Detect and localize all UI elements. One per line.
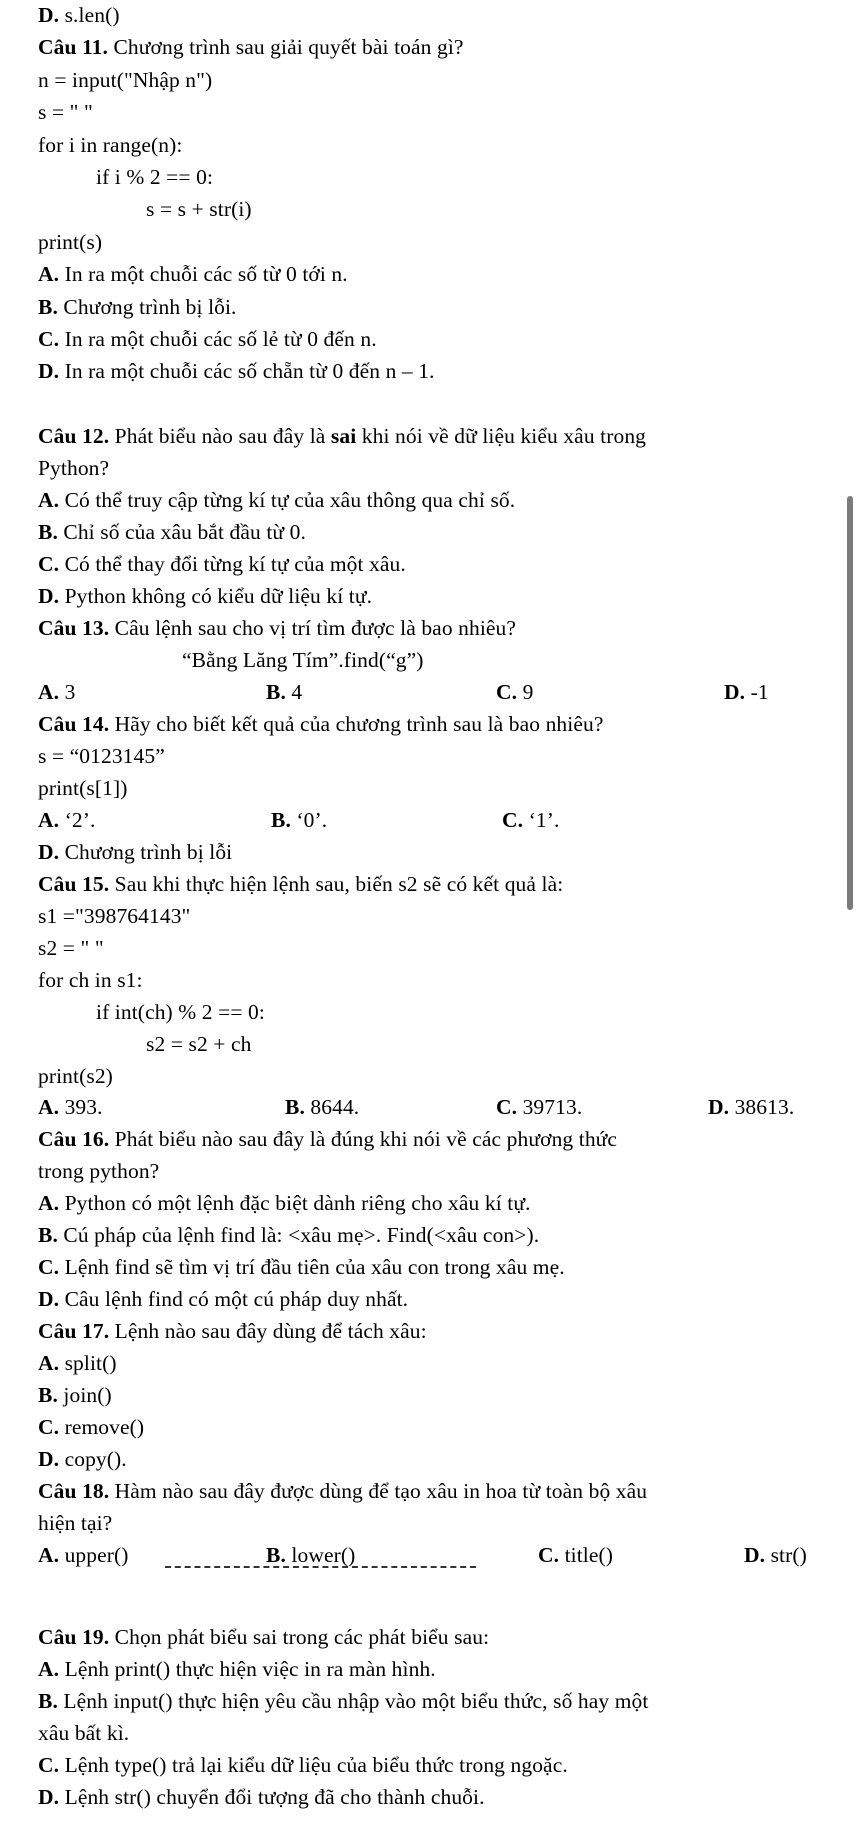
code-line: s2 = s2 + ch [146, 1032, 252, 1056]
code-line: n = input("Nhập n") [38, 68, 213, 92]
option-a: A. upper() [38, 1543, 129, 1567]
option-b: B. Cú pháp của lệnh find là: <xâu mẹ>. Find(<xâu con>). [38, 1223, 540, 1247]
option-a: A. In ra một chuỗi các số từ 0 tới n. [38, 262, 348, 286]
question-12: Câu 12. Phát biểu nào sau đây là sai khi nói về dữ liệu kiểu xâu trong [38, 424, 647, 448]
code-line: s = " " [38, 100, 93, 124]
option-a: A. ‘2’. [38, 808, 96, 832]
code-line: print(s) [38, 230, 103, 254]
option-a: A. 393. [38, 1095, 103, 1119]
option-a: A. 3 [38, 680, 76, 704]
option-c: C. In ra một chuỗi các số lẻ từ 0 đến n. [38, 327, 377, 351]
code-line: if i % 2 == 0: [96, 165, 214, 189]
option-b: B. Chương trình bị lỗi. [38, 295, 237, 319]
option-c: C. 9 [496, 680, 534, 704]
option-b: B. lower() [266, 1543, 356, 1567]
question-14: Câu 14. Hãy cho biết kết quả của chương trình sau là bao nhiêu? [38, 712, 604, 736]
option-b: B. 4 [266, 680, 303, 704]
question-13: Câu 13. Câu lệnh sau cho vị trí tìm được là bao nhiêu? [38, 616, 517, 640]
code-line: s1 ="398764143" [38, 904, 191, 928]
option-c: C. Có thể thay đổi từng kí tự của một xâu. [38, 552, 406, 576]
option-b: B. 8644. [285, 1095, 360, 1119]
scrollbar-thumb[interactable] [847, 496, 853, 910]
question-18-cont: hiện tại? [38, 1511, 113, 1535]
code-line: for ch in s1: [38, 968, 143, 992]
code-line: s = s + str(i) [146, 197, 252, 221]
option-b: B. join() [38, 1383, 112, 1407]
option-d: D. Lệnh str() chuyển đổi tượng đã cho thành chuỗi. [38, 1785, 485, 1809]
code-line: for i in range(n): [38, 133, 183, 157]
option-a: A. Lệnh print() thực hiện việc in ra màn hình. [38, 1657, 436, 1681]
question-19: Câu 19. Chọn phát biểu sai trong các phát biểu sau: [38, 1625, 490, 1649]
option-d: D. s.len() [38, 3, 120, 27]
option-b: B. ‘0’. [271, 808, 328, 832]
option-d: D. str() [744, 1543, 807, 1567]
option-d: D. Python không có kiểu dữ liệu kí tự. [38, 584, 373, 608]
option-c: C. 39713. [496, 1095, 583, 1119]
option-d: D. 38613. [708, 1095, 795, 1119]
option-d: D. copy(). [38, 1447, 127, 1471]
code-line: “Bằng Lăng Tím”.find(“g”) [182, 648, 424, 672]
option-b: B. Lệnh input() thực hiện yêu cầu nhập vào một biểu thức, số hay một [38, 1689, 649, 1713]
option-d: D. Câu lệnh find có một cú pháp duy nhất. [38, 1287, 409, 1311]
option-b-cont: xâu bất kì. [38, 1721, 130, 1745]
option-a: A. Python có một lệnh đặc biệt dành riêng cho xâu kí tự. [38, 1191, 531, 1215]
option-d: D. Chương trình bị lỗi [38, 840, 233, 864]
option-b: B. Chỉ số của xâu bắt đầu từ 0. [38, 520, 306, 544]
divider [165, 1566, 476, 1568]
code-line: print(s[1]) [38, 776, 128, 800]
code-line: s = “0123145” [38, 744, 165, 768]
code-line: if int(ch) % 2 == 0: [96, 1000, 265, 1024]
question-17: Câu 17. Lệnh nào sau đây dùng để tách xâu: [38, 1319, 427, 1343]
code-line: s2 = " " [38, 936, 104, 960]
option-c: C. Lệnh type() trả lại kiểu dữ liệu của biểu thức trong ngoặc. [38, 1753, 568, 1777]
option-c: C. title() [538, 1543, 614, 1567]
code-line: print(s2) [38, 1064, 113, 1088]
question-16-cont: trong python? [38, 1159, 160, 1183]
question-12-cont: Python? [38, 456, 110, 480]
question-18: Câu 18. Hàm nào sau đây được dùng để tạo xâu in hoa từ toàn bộ xâu [38, 1479, 648, 1503]
option-c: C. ‘1’. [502, 808, 560, 832]
question-11: Câu 11. Chương trình sau giải quyết bài toán gì? [38, 35, 464, 59]
option-a: A. Có thể truy cập từng kí tự của xâu thông qua chỉ số. [38, 488, 516, 512]
option-d: D. In ra một chuỗi các số chẵn từ 0 đến n – 1. [38, 359, 435, 383]
question-16: Câu 16. Phát biểu nào sau đây là đúng khi nói về các phương thức [38, 1127, 618, 1151]
option-c: C. Lệnh find sẽ tìm vị trí đầu tiên của xâu con trong xâu mẹ. [38, 1255, 565, 1279]
option-d: D. -1 [724, 680, 769, 704]
option-a: A. split() [38, 1351, 117, 1375]
question-15: Câu 15. Sau khi thực hiện lệnh sau, biến s2 sẽ có kết quả là: [38, 872, 564, 896]
option-c: C. remove() [38, 1415, 145, 1439]
